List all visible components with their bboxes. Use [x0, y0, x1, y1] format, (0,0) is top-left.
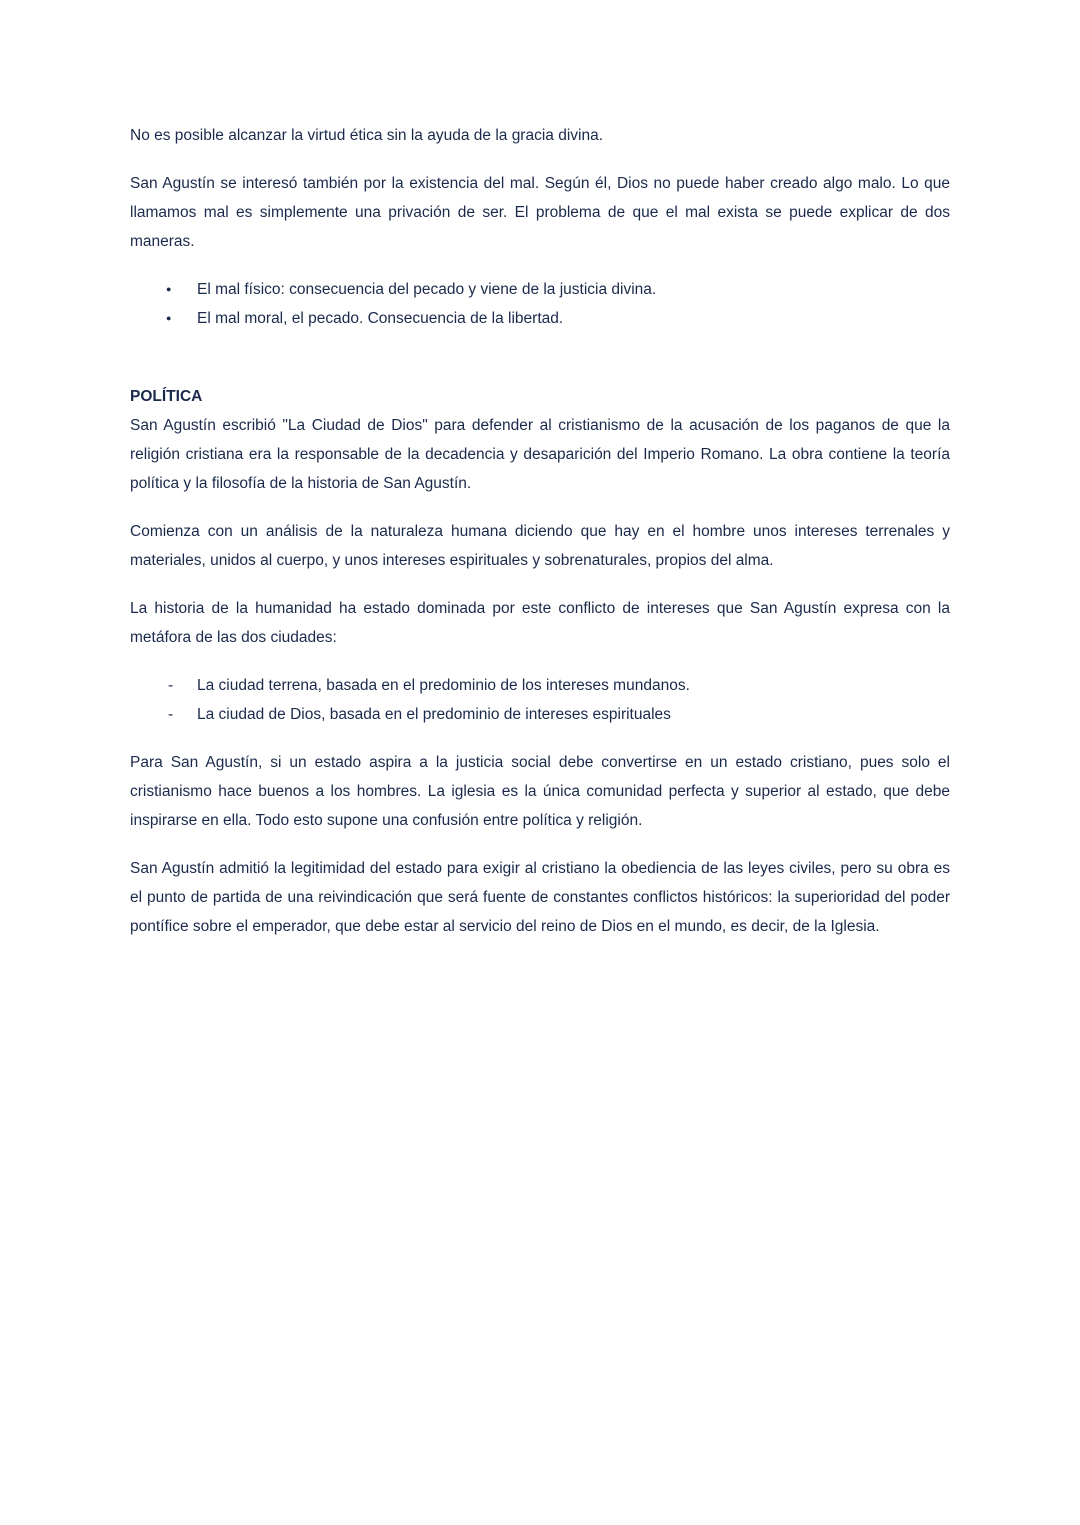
section-heading-politica: POLÍTICA [130, 388, 203, 405]
paragraph-city-of-god: San Agustín escribió "La Ciudad de Dios" para defender al cristianismo de la acusación de los paganos de que la religión cristiana era la responsable de la decadencia y desaparición del Imperio Romano. La obra contiene la teoría política y la filosofía de la historia de San Agustín. [130, 417, 950, 492]
paragraph-state-legitimacy: San Agustín admitió la legitimidad del estado para exigir al cristiano la obediencia de las leyes civiles, pero su obra es el punto de partida de una reivindicación que será fuente de constantes conflictos históricos: la superioridad del poder pontífice sobre el emperador, que debe estar al servicio del reino de Dios en el mundo, es decir, de la Iglesia. [130, 860, 950, 935]
list-item-city-of-god: - La ciudad de Dios, basada en el predominio de intereses espirituales [130, 700, 950, 729]
list-item-physical-evil: ● El mal físico: consecuencia del pecado y viene de la justicia divina. [130, 275, 950, 304]
paragraph-grace-virtue: No es posible alcanzar la virtud ética sin la ayuda de la gracia divina. [130, 127, 604, 144]
paragraph-human-nature: Comienza con un análisis de la naturaleza humana diciendo que hay en el hombre unos intereses terrenales y materiales, unidos al cuerpo, y unos intereses espirituales y sobrenaturales, propios del alma. [130, 523, 950, 569]
evil-types-list [130, 275, 950, 333]
paragraph-two-cities-intro: La historia de la humanidad ha estado dominada por este conflicto de intereses que San Agustín expresa con la metáfora de las dos ciudades: [130, 600, 950, 646]
two-cities-list [130, 671, 950, 729]
paragraph-christian-state: Para San Agustín, si un estado aspira a la justicia social debe convertirse en un estado cristiano, pues solo el cristianismo hace buenos a los hombres. La iglesia es la única comunidad perfecta y superior al estado, que debe inspirarse en ella. Todo esto supone una confusión entre política y religión. [130, 754, 950, 829]
paragraph-existence-of-evil: San Agustín se interesó también por la existencia del mal. Según él, Dios no puede haber creado algo malo. Lo que llamamos mal es simplemente una privación de ser. El problema de que el mal exista se puede explicar de dos maneras. [130, 175, 950, 250]
list-item-moral-evil: ● El mal moral, el pecado. Consecuencia de la libertad. [130, 304, 950, 333]
list-item-earthly-city: - La ciudad terrena, basada en el predominio de los intereses mundanos. [130, 671, 950, 700]
